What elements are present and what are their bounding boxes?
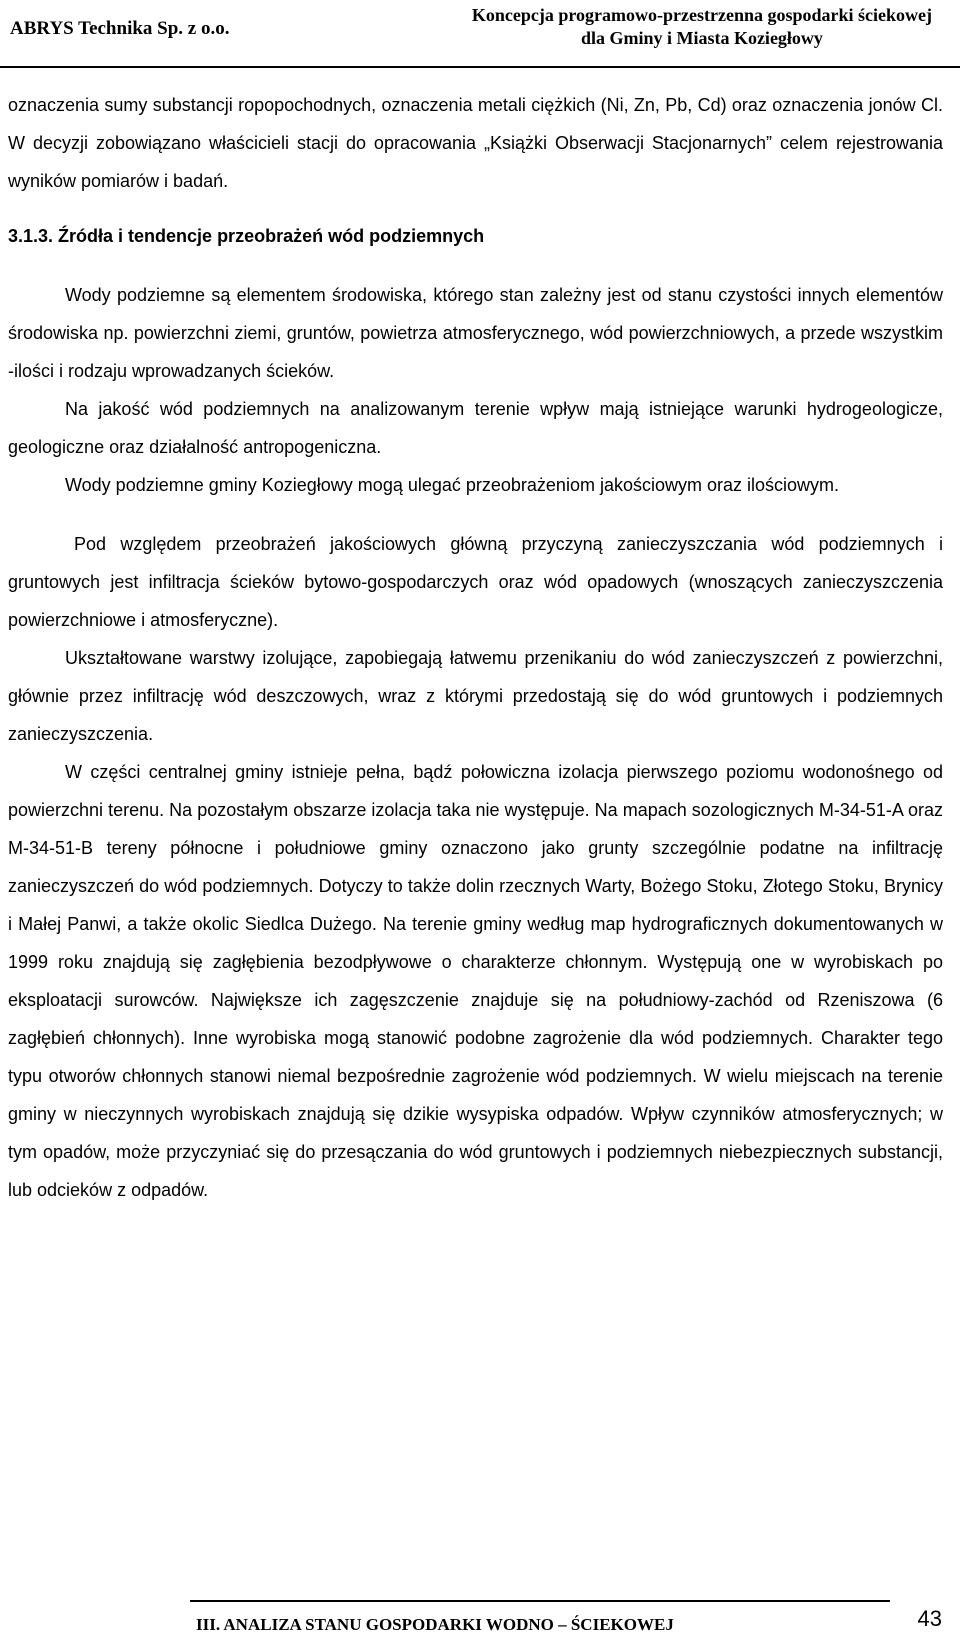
document-title: [472, 4, 932, 50]
page-footer: [0, 1600, 960, 1645]
footer-section-title: III. ANALIZA STANU GOSPODARKI WODNO – ŚCIEKOWEJ: [196, 1615, 674, 1634]
paragraph: Wody podziemne gminy Koziegłowy mogą ulegać przeobrażeniom jakościowym oraz ilościowym.: [65, 475, 839, 495]
footer-rule: [190, 1600, 890, 1602]
page-header: [0, 0, 960, 66]
page-body: [8, 86, 943, 1209]
document-title-line-1: Koncepcja programowo-przestrzenna gospodarki ściekowej: [471, 5, 932, 25]
paragraph-continued: oznaczenia sumy substancji ropopochodnych, oznaczenia metali ciężkich (Ni, Zn, Pb, Cd) oraz oznaczenia jonów Cl. W decyzji zobowiązano właścicieli stacji do opracowania „Książki Obserwacji Stacjonarnych” celem rejestrowania wyników pomiarów i badań.: [8, 95, 943, 191]
company-name: ABRYS Technika Sp. z o.o.: [10, 18, 230, 39]
paragraph: W części centralnej gminy istnieje pełna, bądź połowiczna izolacja pierwszego poziomu wodonośnego od powierzchni terenu. Na pozostałym obszarze izolacja taka nie występuje. Na mapach sozologicznych M-34-51-A oraz M-34-51-B tereny północne i południowe gminy oznaczono jako grunty szczególnie podatne na infiltrację zanieczyszczeń do wód podziemnych. Dotyczy to także dolin rzecznych Warty, Bożego Stoku, Złotego Stoku, Brynicy i Małej Panwi, a także okolic Siedlca Dużego. Na terenie gminy według map hydrograficznych dokumentowanych w 1999 roku znajdują się zagłębienia bezodpływowe o charakterze chłonnym. Występują one w wyrobiskach po eksploatacji surowców. Największe ich zagęszczenie znajduje się na południowy-zachód od Rzeniszowa (6 zagłębień chłonnych). Inne wyrobiska mogą stanowić podobne zagrożenie dla wód podziemnych. Charakter tego typu otworów chłonnych stanowi niemal bezpośrednie zagrożenie wód podziemnych. W wielu miejscach na terenie gminy w nieczynnych wyrobiskach znajdują się dzikie wysypiska odpadów. Wpływ czynników atmosferycznych; w tym opadów, może przyczyniać się do przesączania do wód gruntowych i podziemnych niebezpiecznych substancji, lub odcieków z odpadów.: [8, 762, 943, 1200]
section-heading: 3.1.3. Źródła i tendencje przeobrażeń wód podziemnych: [8, 226, 485, 246]
document-title-line-2: dla Gminy i Miasta Koziegłowy: [580, 28, 823, 48]
paragraph: Pod względem przeobrażeń jakościowych główną przyczyną zanieczyszczania wód podziemnych i gruntowych jest infiltracja ścieków bytowo-gospodarczych oraz wód opadowych (wnoszących zanieczyszczenia powierzchniowe i atmosferyczne).: [8, 534, 943, 630]
header-rule: [0, 66, 960, 68]
paragraph: Ukształtowane warstwy izolujące, zapobiegają łatwemu przenikaniu do wód zanieczyszczeń z powierzchni, głównie przez infiltrację wód deszczowych, wraz z którymi przedostają się do wód gruntowych i podziemnych zanieczyszczenia.: [8, 648, 943, 744]
page-number: 43: [917, 1606, 942, 1631]
paragraph: Na jakość wód podziemnych na analizowanym terenie wpływ mają istniejące warunki hydrogeologicze, geologiczne oraz działalność antropogeniczna.: [8, 399, 943, 457]
paragraph: Wody podziemne są elementem środowiska, którego stan zależny jest od stanu czystości innych elementów środowiska np. powierzchni ziemi, gruntów, powietrza atmosferycznego, wód powierzchniowych, a przede wszystkim -ilości i rodzaju wprowadzanych ścieków.: [8, 285, 943, 381]
